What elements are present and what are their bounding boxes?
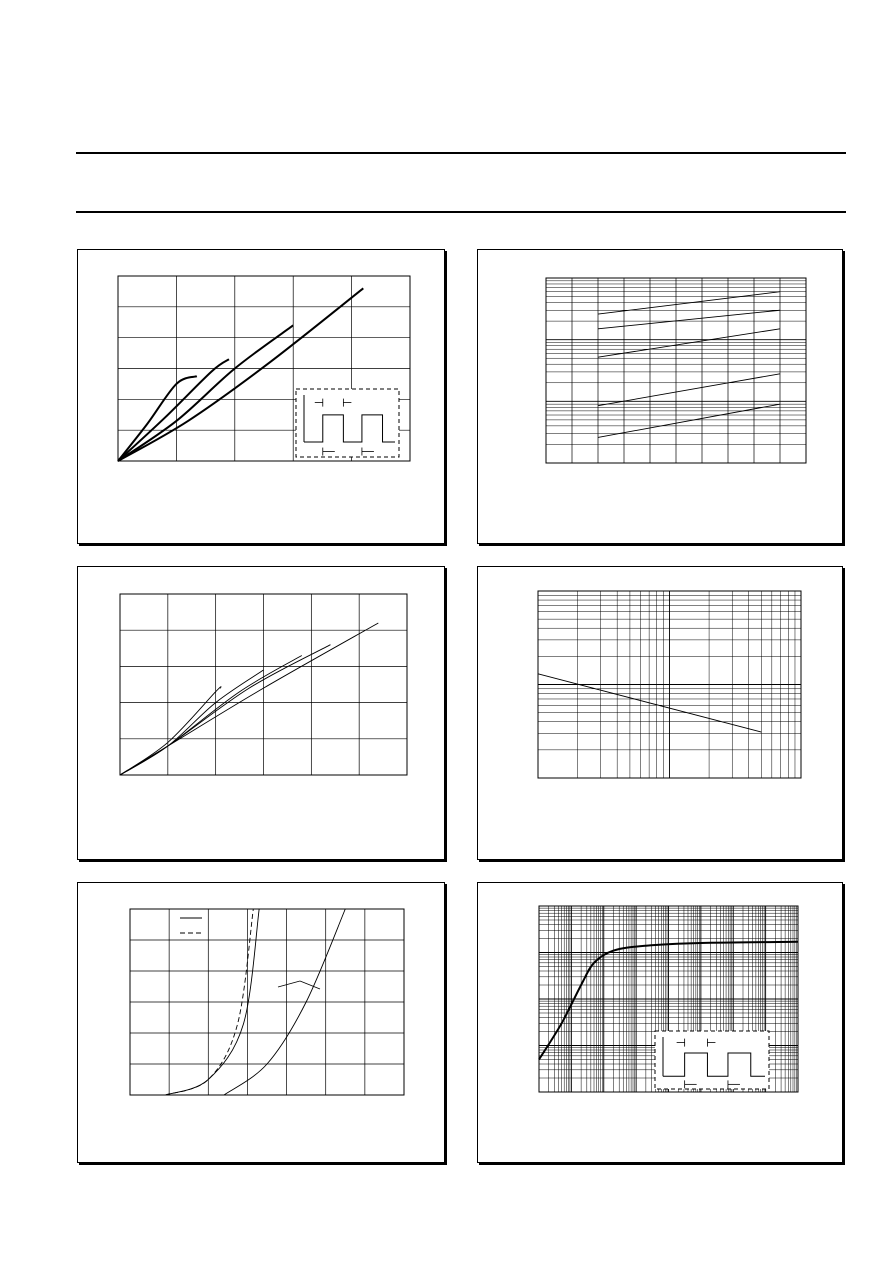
series-line-1 [120, 687, 221, 775]
inset-frame [296, 389, 399, 457]
pulse-inset [655, 1031, 769, 1089]
series-line-1 [598, 292, 780, 314]
series-line-2 [120, 670, 264, 775]
chart-1 [78, 250, 446, 545]
series-line-2 [598, 310, 780, 329]
annotation-pointer-left [278, 981, 300, 987]
series-line-5 [598, 404, 780, 437]
series-line-1 [118, 376, 197, 461]
figure-panel-2 [477, 249, 843, 544]
series-line-3 [598, 329, 780, 357]
figure-panel-5 [77, 882, 445, 1163]
chart-3 [78, 567, 446, 861]
pulse-inset [296, 389, 399, 457]
grid [130, 909, 404, 1095]
series-line-3 [118, 325, 293, 461]
figure-panel-6 [477, 882, 843, 1163]
series-line-2 [118, 359, 229, 461]
bottom-rule [76, 211, 846, 213]
figure-panel-4 [477, 566, 843, 860]
series-line-1 [538, 674, 761, 732]
figure-panel-1 [77, 249, 445, 544]
grid [120, 594, 407, 775]
chart-4 [478, 567, 844, 861]
chart-2 [478, 250, 844, 545]
chart-5 [78, 883, 446, 1164]
chart-6 [478, 883, 844, 1164]
top-rule [76, 152, 846, 154]
grid [546, 278, 806, 463]
figure-panel-3 [77, 566, 445, 860]
legend [180, 918, 202, 933]
annotation-pointer-right [300, 981, 320, 989]
inset-frame [655, 1031, 769, 1089]
